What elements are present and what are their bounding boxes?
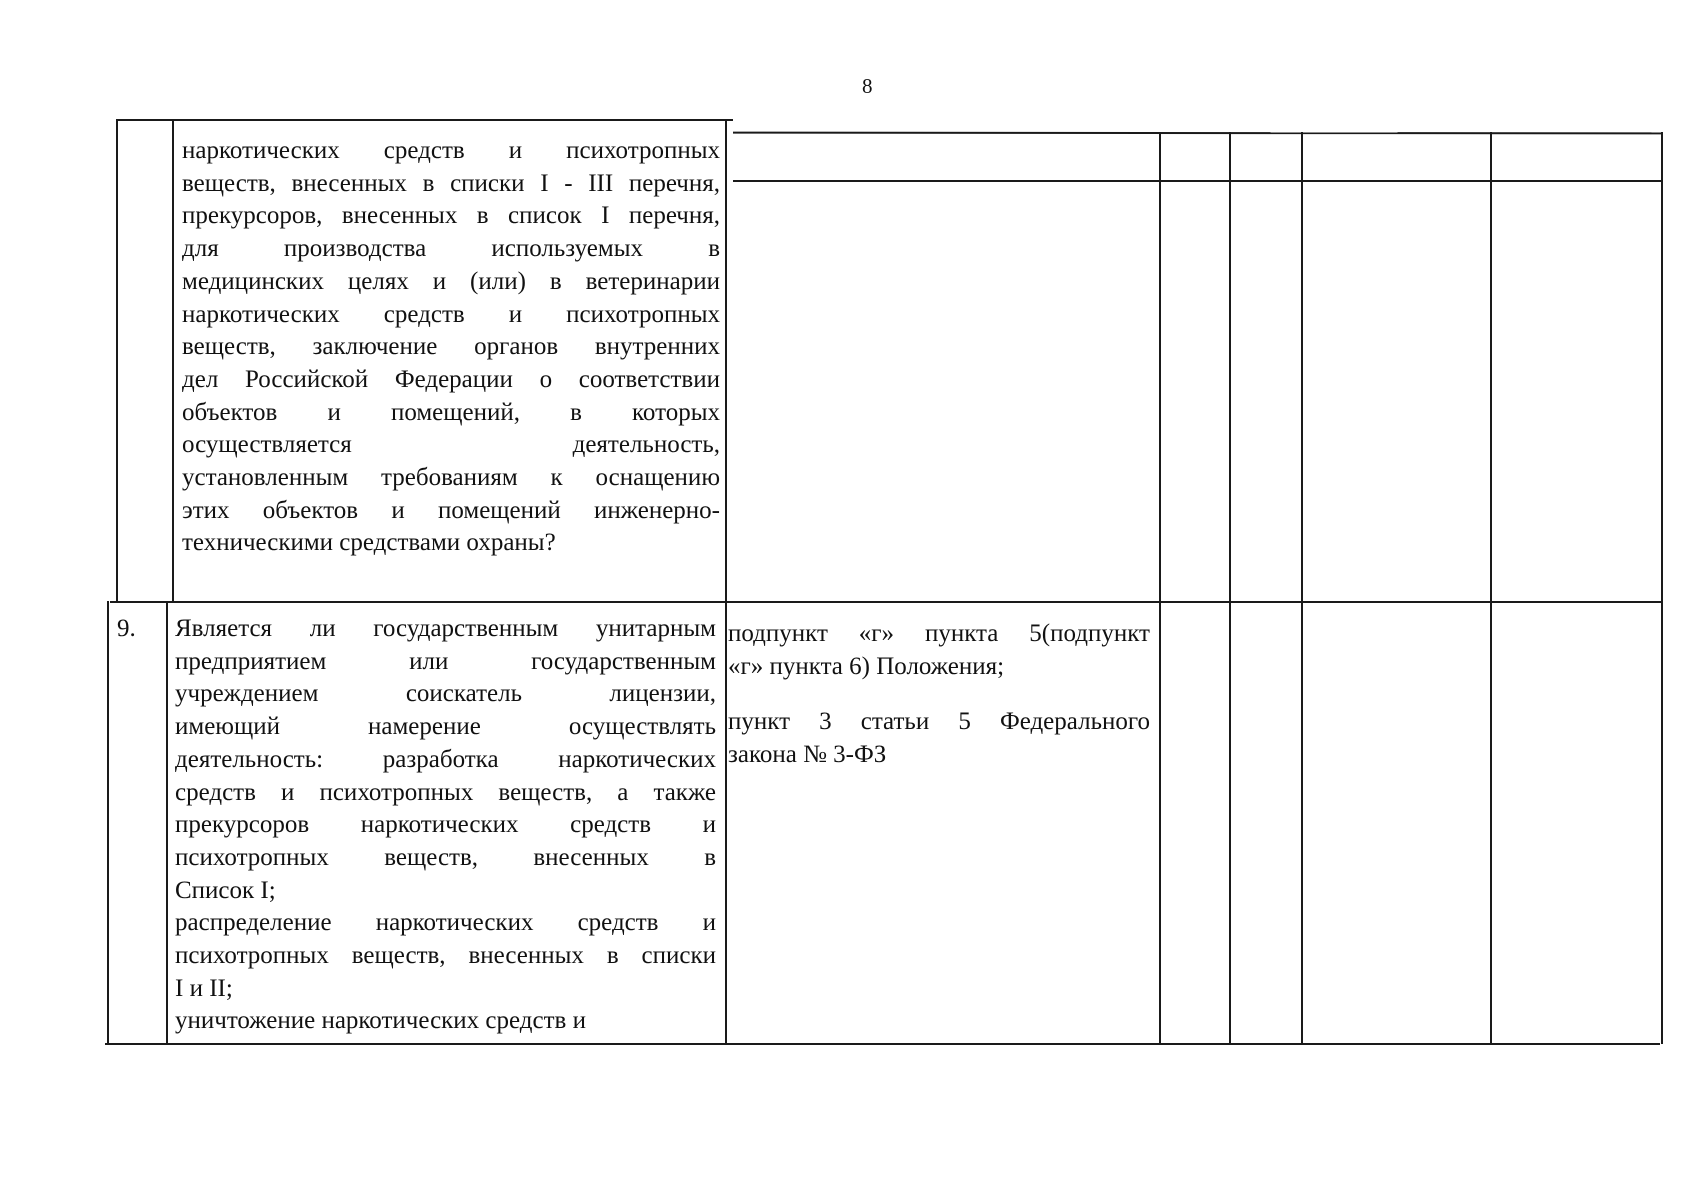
col-divider-c3 xyxy=(1301,132,1303,1044)
question-line: техническими средствами охраны? xyxy=(182,529,556,557)
table-left-border xyxy=(116,119,118,603)
question-line: предприятием или государственным xyxy=(175,647,716,675)
question-line: психотропных веществ, внесенных в списки xyxy=(175,942,716,970)
question-line: Список I; xyxy=(175,876,276,904)
question-line: объектов и помещений, в которых xyxy=(182,398,720,426)
page-number: 8 xyxy=(862,74,873,98)
question-line: I и II; xyxy=(175,974,233,1002)
question-cell xyxy=(175,613,716,1038)
col-divider-c4 xyxy=(1490,132,1492,1044)
question-cell xyxy=(182,135,720,560)
col-divider-question xyxy=(172,119,174,603)
question-line: осуществляется деятельность, xyxy=(182,431,720,459)
table-top-border xyxy=(116,119,733,121)
question-line: для производства используемых в xyxy=(182,235,720,263)
col-divider-question-lower xyxy=(166,601,168,1044)
paragraph-gap xyxy=(728,683,1150,706)
row-divider xyxy=(110,601,1663,603)
table-right-border xyxy=(1661,132,1663,1044)
reference-line: пункт 3 статьи 5 Федерального xyxy=(728,708,1150,735)
table-left-border-lower xyxy=(107,601,109,1044)
reference-line: закона № 3-ФЗ xyxy=(728,740,887,768)
col-divider-reference xyxy=(725,119,727,1044)
question-line: установленным требованиям к оснащению xyxy=(182,464,720,492)
reference-line: «г» пункта 6) Положения; xyxy=(728,652,1005,680)
reference-line: подпункт «г» пункта 5(подпункт xyxy=(728,620,1150,647)
question-line: наркотических средств и психотропных xyxy=(182,137,720,164)
question-line: наркотических средств и психотропных xyxy=(182,300,720,328)
question-line: этих объектов и помещений инженерно- xyxy=(182,496,720,524)
col-divider-c1 xyxy=(1159,132,1161,1044)
question-line: прекурсоров, внесенных в список I перечня, xyxy=(182,202,720,230)
question-line: психотропных веществ, внесенных в xyxy=(175,843,716,871)
table-top-border-right xyxy=(733,132,1663,135)
question-line: веществ, внесенных в списки I - III перечня, xyxy=(182,169,720,197)
table-bottom-border xyxy=(105,1043,1660,1045)
question-line: имеющий намерение осуществлять xyxy=(175,713,716,741)
question-line: деятельность: разработка наркотических xyxy=(175,745,716,773)
question-line: учреждением соискатель лицензии, xyxy=(175,680,716,708)
row-number: 9. xyxy=(117,615,136,642)
question-line: Является ли государственным унитарным xyxy=(175,615,716,642)
reference-cell xyxy=(728,618,1150,771)
row-subdivider xyxy=(733,180,1663,182)
question-line: распределение наркотических средств и xyxy=(175,909,716,937)
col-divider-c2 xyxy=(1229,132,1231,1044)
question-line: средств и психотропных веществ, а также xyxy=(175,778,716,806)
question-line: уничтожение наркотических средств и xyxy=(175,1007,586,1035)
question-line: дел Российской Федерации о соответствии xyxy=(182,365,720,393)
question-line: медицинских целях и (или) в ветеринарии xyxy=(182,267,720,295)
question-line: веществ, заключение органов внутренних xyxy=(182,333,720,361)
question-line: прекурсоров наркотических средств и xyxy=(175,811,716,839)
